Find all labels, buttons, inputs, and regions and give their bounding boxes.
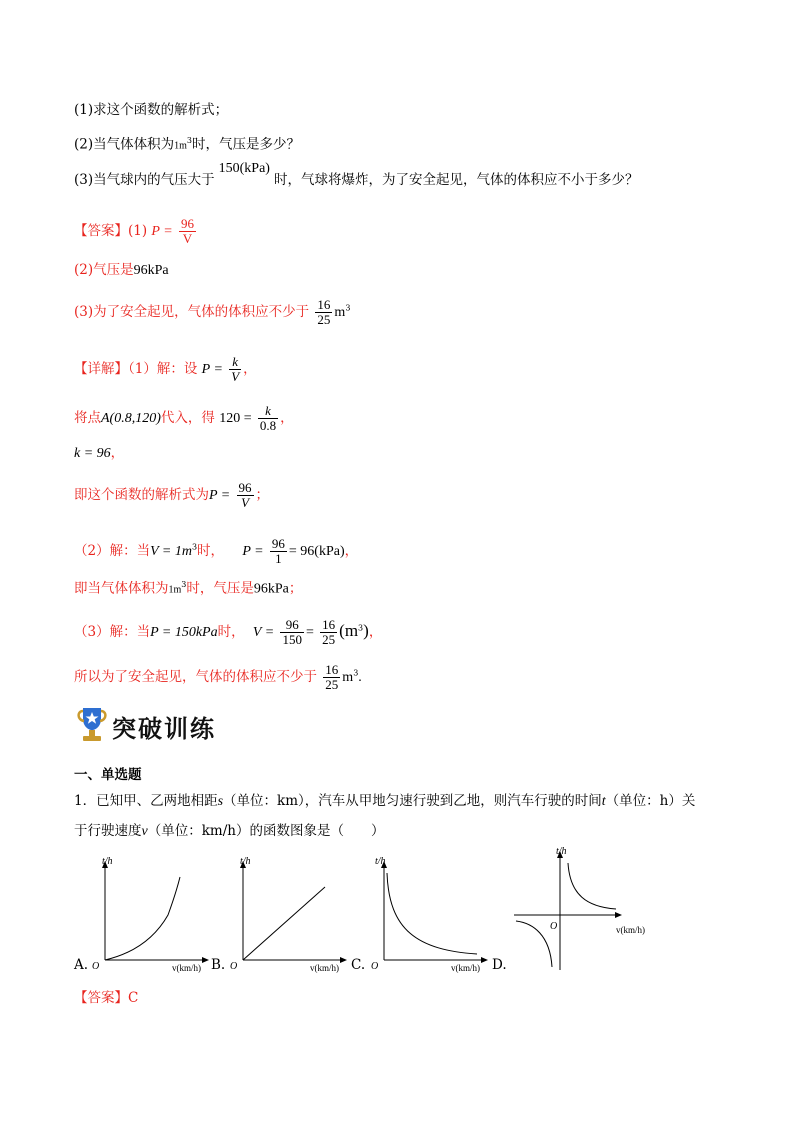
graph-d (512, 845, 662, 975)
question-2: (2)当气体体积为$1m^3$时，气压是多少？ (74, 136, 300, 153)
detail-line-8: 所以为了安全起见，气体的体积应不少于 $\frac{16}{25}$ $m^3$. (74, 662, 362, 692)
graph-c (367, 855, 492, 973)
detail-line-3: k = 96， (74, 445, 125, 461)
detail-line-1: 【详解】（1）解：设 P = $\frac{k}{V}$ ， (74, 354, 257, 384)
y-axis-label: t/h (240, 856, 251, 867)
y-axis-label: t/h (556, 846, 567, 857)
breakthrough-training-banner (76, 705, 216, 747)
graph-a (88, 855, 213, 973)
x-axis-label: v(km/h) (310, 963, 339, 973)
origin-label: O (371, 961, 379, 972)
x-axis-label: v(km/h) (616, 925, 645, 935)
answer-3: (3)为了安全起见，气体的体积应不少于 $\frac{16}{25}$ $m^3$ (74, 297, 351, 327)
detail-line-5: （2）解：当$V = 1m^3$时， P = $\frac{96}{1}$ = 96(kPa)， (74, 536, 359, 566)
option-d: D. (492, 957, 507, 973)
answer-1: 【答案】(1) P = $\frac{96}{V}$ (74, 216, 194, 246)
x-axis-label: v(km/h) (172, 963, 201, 973)
detail-line-4: 即这个函数的解析式为P = $\frac{96}{V}$ ； (74, 480, 270, 510)
detail-line-2: 将点A(0.8,120)代入，得 120 = $\frac{k}{0.8}$ ， (74, 403, 294, 433)
question-3: (3)当气球内的气压大于150(kPa)时，气球将爆炸，为了安全起见，气体的体积应不小于多少？ (74, 161, 639, 188)
option-c: C. (351, 957, 366, 973)
y-axis-label: t/h (375, 856, 386, 867)
final-answer: 【答案】C (74, 990, 139, 1006)
origin-label: O (550, 921, 558, 932)
option-b: B. (211, 957, 226, 973)
option-a: A. (74, 957, 89, 973)
banner-title: 突破训练 (112, 715, 216, 743)
origin-label: O (230, 961, 238, 972)
origin-label: O (92, 961, 100, 972)
detail-line-7: （3）解：当P = 150kPa时， V = $\frac{96}{150}$ = $\frac{16}{25}$ $(m^3)$， (74, 617, 383, 647)
answer-2: (2)气压是96kPa (74, 262, 169, 278)
section-title: 一、单选题 (74, 767, 142, 783)
graph-b (226, 855, 351, 973)
y-axis-label: t/h (102, 856, 113, 867)
detail-line-6: 即当气体体积为$1m^3$时，气压是96kPa； (74, 580, 303, 597)
problem-line-1: 1．已知甲、乙两地相距s（单位：km），汽车从甲地匀速行驶到乙地，则汽车行驶的时间t（单位：h）关 (74, 793, 696, 809)
trophy-icon (76, 705, 108, 743)
question-1: (1)求这个函数的解析式； (74, 102, 229, 118)
problem-line-2: 于行驶速度v（单位：km/h）的函数图象是（ ） (74, 823, 385, 839)
x-axis-label: v(km/h) (451, 963, 480, 973)
